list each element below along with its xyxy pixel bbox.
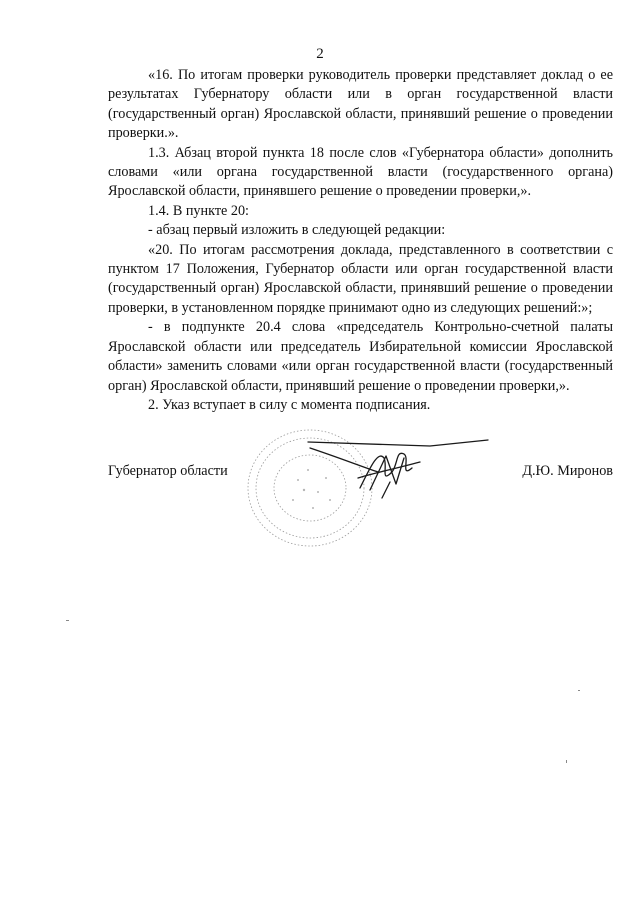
document-body bbox=[108, 66, 613, 415]
scan-speck bbox=[578, 690, 580, 691]
paragraph-1-3: 1.3. Абзац второй пункта 18 после слов «Губернатора области» дополнить словами «или органа государственной власти (государственного органа) Ярославской области, принявшего решение о проведении проверки,». bbox=[108, 144, 613, 200]
scan-speck bbox=[66, 620, 69, 621]
paragraph-first-clause: - абзац первый изложить в следующей редакции: bbox=[148, 222, 446, 239]
paragraph-16: «16. По итогам проверки руководитель проверки представляет доклад о ее результатах Губернатору области или в орган государственной власти (государственный орган) Ярославской области, принявший решение о проведении проверки.». bbox=[108, 67, 613, 142]
signatory-name: Д.Ю. Миронов bbox=[522, 463, 613, 479]
paragraph-2: 2. Указ вступает в силу с момента подписания. bbox=[148, 396, 431, 413]
scan-speck bbox=[566, 760, 567, 763]
paragraph-20-4: - в подпункте 20.4 слова «председатель Контрольно-счетной палаты Ярославской области или председатель Избирательной комиссии Ярославской области» заменить словами «или орган государственной власти (государственный орган) Ярославской области, принявший решение о проведении проверки,». bbox=[108, 319, 613, 394]
page-number: 2 bbox=[316, 46, 324, 62]
signature-row bbox=[108, 462, 613, 484]
paragraph-20: «20. По итогам рассмотрения доклада, представленного в соответствии с пунктом 17 Положения, Губернатор области или орган государственной власти (государственный орган) Ярославской области, принявший решение о проведении проверки, в установленном порядке принимают одно из следующих решений:»; bbox=[108, 241, 613, 316]
signatory-title: Губернатор области bbox=[108, 463, 228, 479]
paragraph-1-4: 1.4. В пункте 20: bbox=[148, 202, 249, 219]
